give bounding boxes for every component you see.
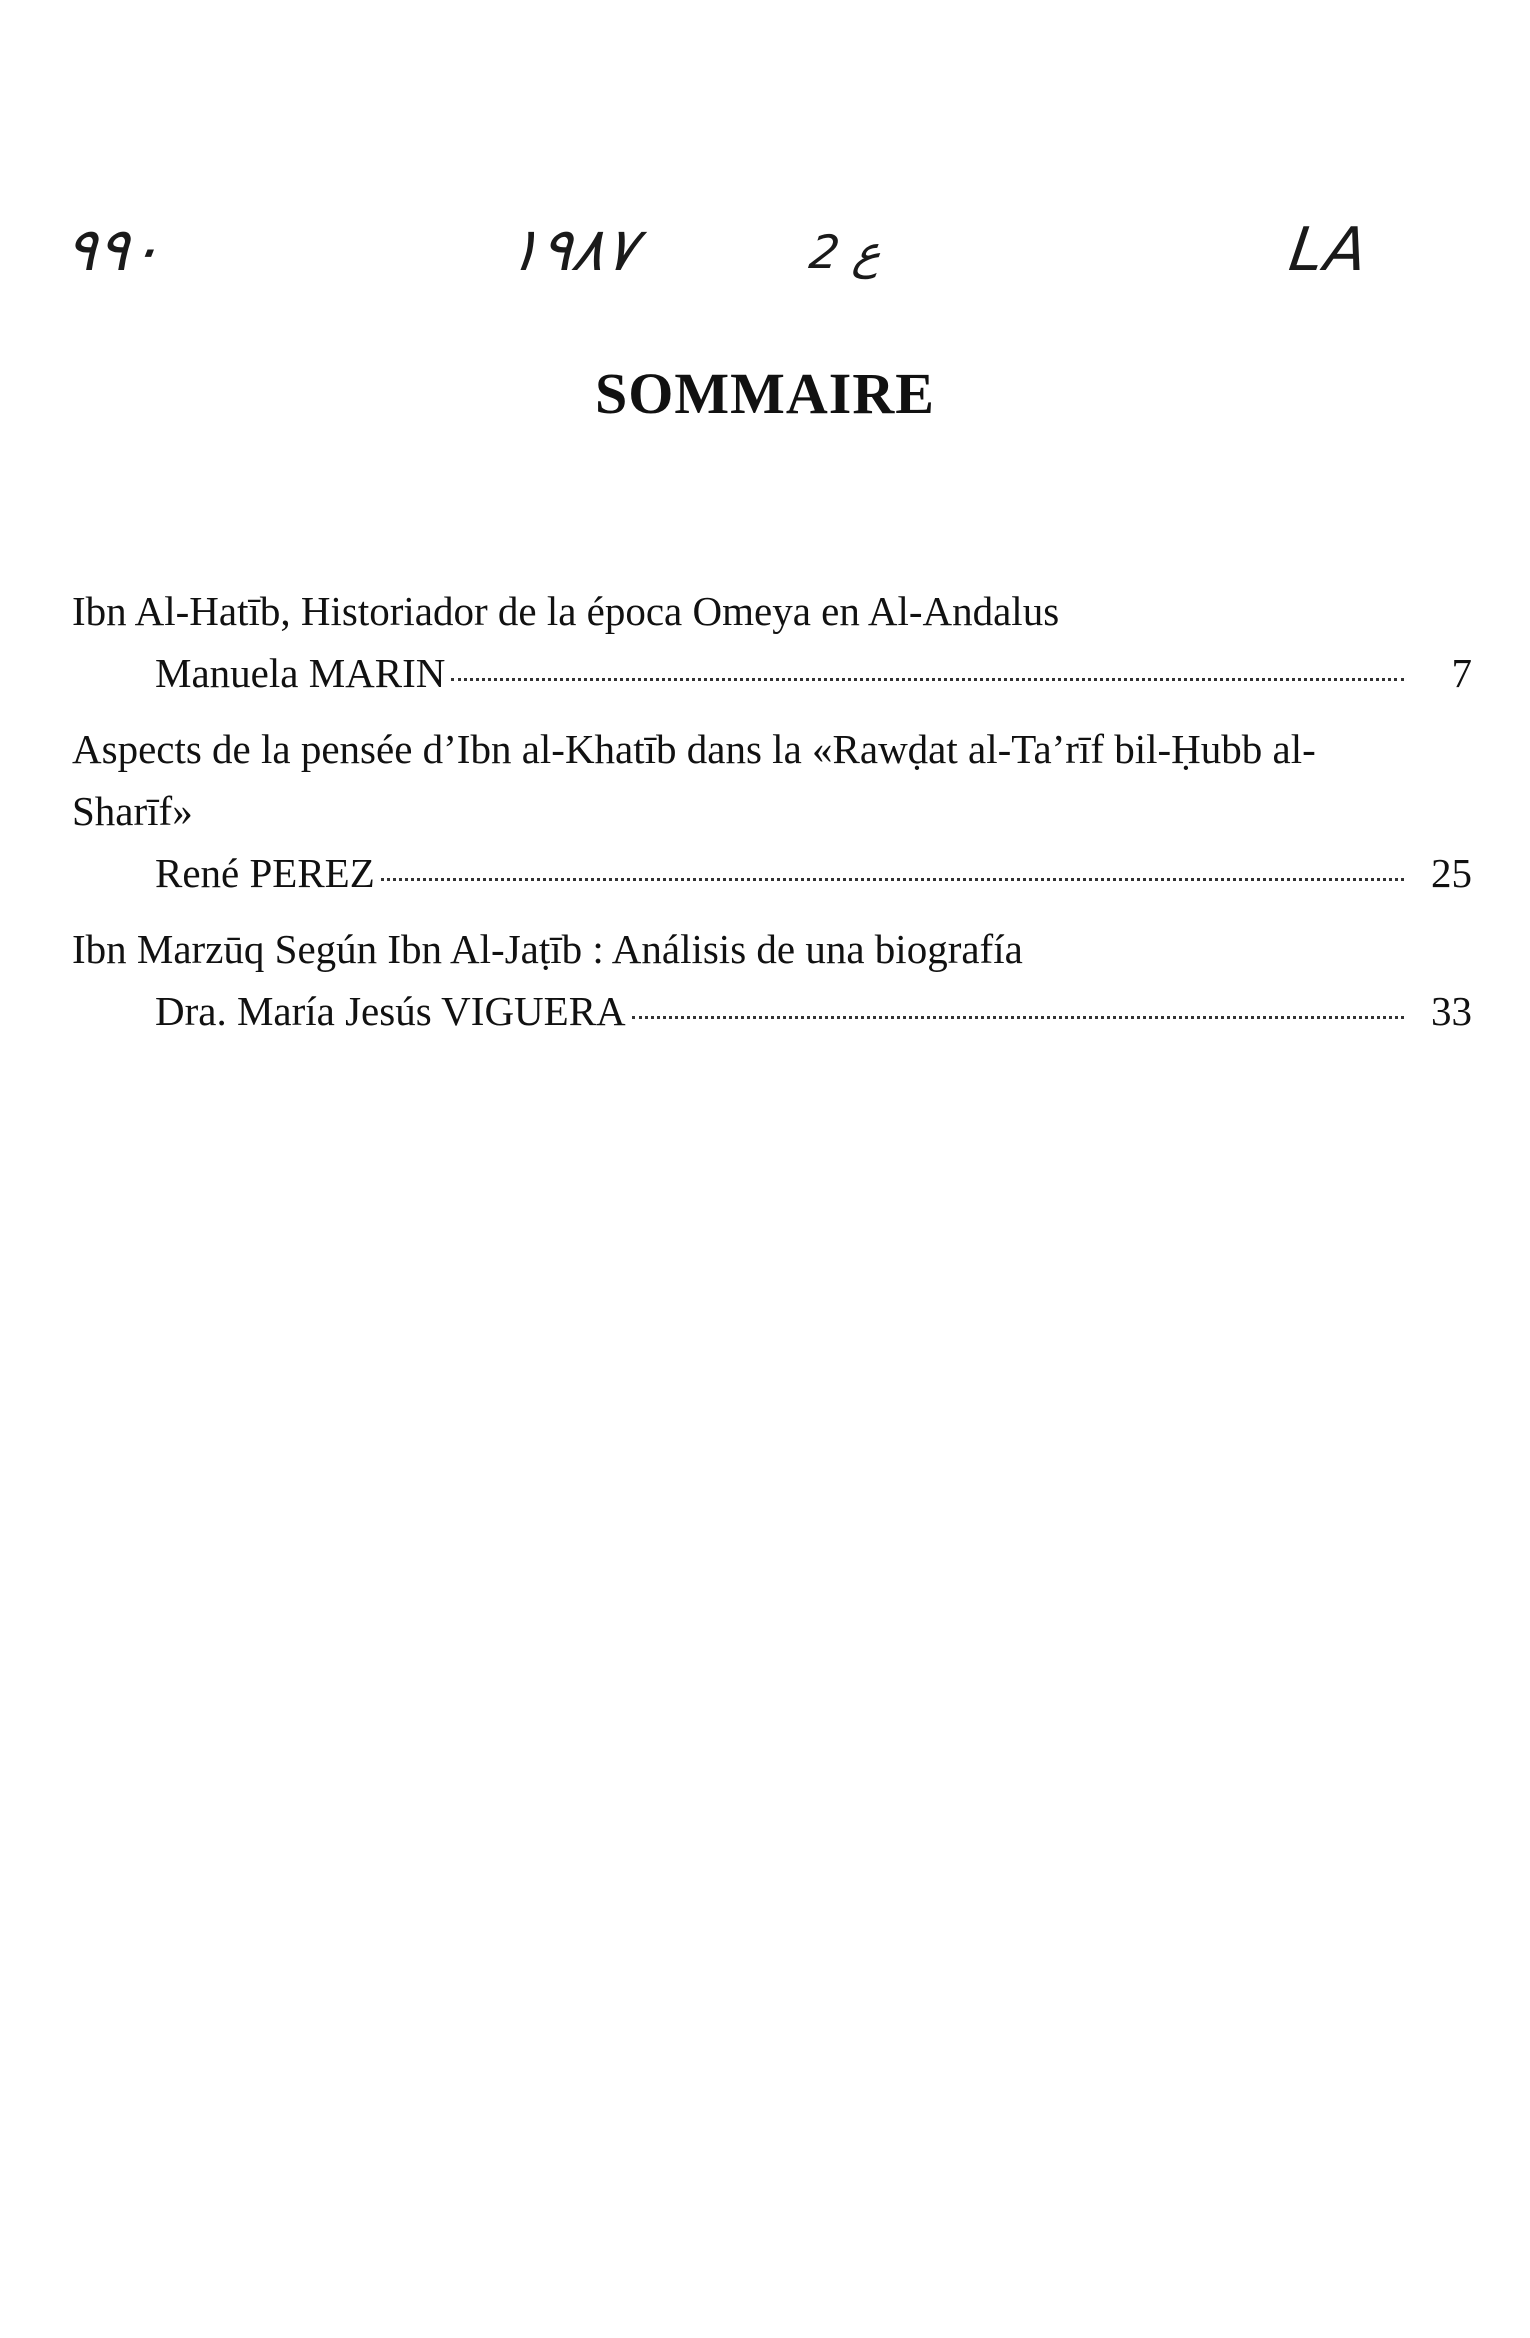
toc-entry-line <box>72 642 1472 704</box>
toc-entry-author: René PEREZ <box>155 850 375 896</box>
table-of-contents <box>72 580 1472 1056</box>
dot-leader <box>632 1016 1404 1019</box>
toc-entry <box>72 918 1472 1042</box>
handwritten-note-left: ٩٩٠ <box>60 215 167 285</box>
toc-entry-title: Ibn Marzūq Según Ibn Al-Jaṭīb : Análisis de una biografía <box>72 926 1023 972</box>
toc-entry-line <box>72 980 1472 1042</box>
toc-entry <box>72 580 1472 704</box>
dot-leader <box>451 678 1404 681</box>
toc-entry-author: Dra. María Jesús VIGUERA <box>155 988 626 1034</box>
page-title: SOMMAIRE <box>595 361 935 426</box>
dot-leader <box>381 878 1404 881</box>
handwritten-note-year: ١٩٨٧ <box>503 215 642 285</box>
toc-entry-line <box>72 842 1472 904</box>
handwritten-note-right: LA <box>1285 215 1374 285</box>
toc-entry-title: Aspects de la pensée d’Ibn al-Khatīb dans la «Rawḍat al-Ta’rīf bil-Ḥubb al-Sharīf» <box>72 726 1316 834</box>
toc-entry-page: 33 <box>1431 988 1472 1034</box>
toc-entry <box>72 718 1472 904</box>
handwritten-note-number: ع 2 <box>806 225 886 279</box>
toc-entry-author: Manuela MARIN <box>155 650 446 696</box>
toc-entry-page: 7 <box>1451 650 1472 696</box>
toc-entry-title: Ibn Al-Hatīb, Historiador de la época Omeya en Al-Andalus <box>72 588 1060 634</box>
toc-entry-page: 25 <box>1431 850 1472 896</box>
